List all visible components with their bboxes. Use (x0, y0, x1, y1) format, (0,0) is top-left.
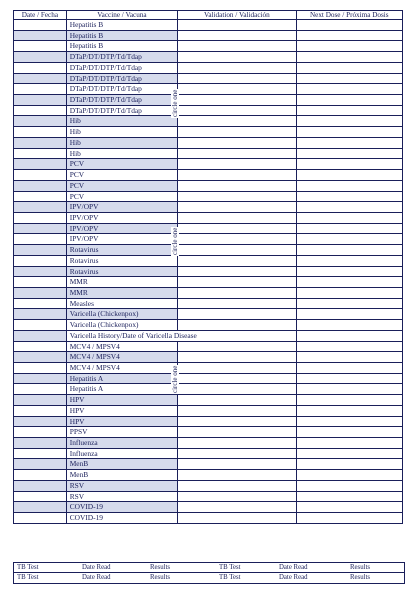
table-row (13, 492, 403, 503)
vaccine-cell: RSV (67, 481, 178, 491)
tb-row (14, 573, 404, 583)
table-row (13, 202, 403, 213)
validation-cell[interactable] (178, 234, 296, 244)
next-dose-cell[interactable] (297, 170, 402, 180)
circle-one-dtap: circle one (171, 89, 179, 117)
tb-date-read-label: Date Read (82, 574, 111, 581)
validation-cell[interactable] (178, 74, 296, 84)
validation-cell[interactable] (178, 427, 296, 437)
date-cell[interactable] (14, 63, 67, 73)
validation-cell[interactable] (178, 395, 296, 405)
next-dose-cell[interactable] (297, 149, 402, 159)
table-row (13, 384, 403, 395)
next-dose-cell[interactable] (297, 213, 402, 223)
date-cell[interactable] (14, 138, 67, 148)
table-row (13, 299, 403, 310)
table-row (13, 417, 403, 428)
validation-cell[interactable] (178, 449, 296, 459)
vaccine-cell: MCV4 / MPSV4 (67, 342, 178, 352)
date-cell[interactable] (14, 288, 67, 298)
vaccine-cell: IPV/OPV (67, 234, 178, 244)
next-dose-cell[interactable] (297, 106, 402, 116)
table-row (13, 427, 403, 438)
vaccine-cell: Influenza (67, 438, 178, 448)
next-dose-cell[interactable] (297, 256, 402, 266)
date-cell[interactable] (14, 149, 67, 159)
next-dose-cell[interactable] (297, 342, 402, 352)
table-row (13, 192, 403, 203)
date-cell[interactable] (14, 427, 67, 437)
validation-cell[interactable] (178, 31, 296, 41)
date-cell[interactable] (14, 84, 67, 94)
date-cell[interactable] (14, 384, 67, 394)
table-row (13, 277, 403, 288)
table-row (13, 502, 403, 513)
table-row (13, 288, 403, 299)
table-row (13, 41, 403, 52)
next-dose-cell[interactable] (297, 481, 402, 491)
date-cell[interactable] (14, 106, 67, 116)
vaccine-cell: Varicella (Chickenpox) (67, 320, 178, 330)
vaccine-cell: MCV4 / MPSV4 (67, 352, 178, 362)
next-dose-cell[interactable] (297, 159, 402, 169)
table-row (13, 224, 403, 235)
date-cell[interactable] (14, 127, 67, 137)
validation-cell[interactable] (178, 502, 296, 512)
next-dose-cell[interactable] (297, 127, 402, 137)
validation-cell[interactable] (178, 192, 296, 202)
tb-test-section (13, 562, 405, 584)
validation-cell[interactable] (178, 470, 296, 480)
date-cell[interactable] (14, 331, 67, 341)
header-validation: Validation / Validación (178, 11, 296, 19)
circle-one-mcv4: circle one (171, 365, 179, 393)
date-cell[interactable] (14, 234, 67, 244)
vaccine-cell: COVID-19 (67, 513, 178, 523)
next-dose-cell[interactable] (297, 202, 402, 212)
vaccine-cell: PCV (67, 159, 178, 169)
circle-one-ipv: circle one (171, 227, 179, 255)
next-dose-cell[interactable] (297, 299, 402, 309)
table-row (13, 20, 403, 31)
next-dose-cell[interactable] (297, 224, 402, 234)
date-cell[interactable] (14, 449, 67, 459)
next-dose-cell[interactable] (297, 245, 402, 255)
date-cell[interactable] (14, 502, 67, 512)
tb-results-label: Results (150, 564, 171, 571)
next-dose-cell[interactable] (297, 138, 402, 148)
tb-date-read-label: Date Read (279, 564, 308, 571)
vaccine-cell: Influenza (67, 449, 178, 459)
vaccine-cell: IPV/OPV (67, 202, 178, 212)
next-dose-cell[interactable] (297, 352, 402, 362)
validation-cell[interactable] (178, 406, 296, 416)
next-dose-cell[interactable] (297, 20, 402, 30)
next-dose-cell[interactable] (297, 406, 402, 416)
tb-results-label: Results (350, 564, 371, 571)
date-cell[interactable] (14, 95, 67, 105)
next-dose-cell[interactable] (297, 470, 402, 480)
vaccine-cell: MenB (67, 470, 178, 480)
validation-cell[interactable] (178, 63, 296, 73)
date-cell[interactable] (14, 52, 67, 62)
table-row (13, 256, 403, 267)
validation-cell[interactable] (178, 213, 296, 223)
date-cell[interactable] (14, 374, 67, 384)
table-row (13, 245, 403, 256)
tb-results-label: Results (150, 574, 171, 581)
vaccine-cell: Varicella (Chickenpox) (67, 309, 178, 319)
validation-cell[interactable] (178, 363, 296, 373)
next-dose-cell[interactable] (297, 116, 402, 126)
next-dose-cell[interactable] (297, 192, 402, 202)
next-dose-cell[interactable] (297, 459, 402, 469)
next-dose-cell[interactable] (297, 74, 402, 84)
vaccine-cell: DTaP/DT/DTP/Td/Tdap (67, 52, 178, 62)
next-dose-cell[interactable] (297, 492, 402, 502)
next-dose-cell[interactable] (297, 277, 402, 287)
date-cell[interactable] (14, 459, 67, 469)
table-row (13, 309, 403, 320)
validation-cell[interactable] (178, 116, 296, 126)
validation-cell[interactable] (178, 106, 296, 116)
next-dose-cell[interactable] (297, 234, 402, 244)
date-cell[interactable] (14, 363, 67, 373)
tb-date-read-label: Date Read (279, 574, 308, 581)
date-cell[interactable] (14, 492, 67, 502)
vaccine-cell: Varicella History/Date of Varicella Disease (67, 331, 297, 341)
validation-cell[interactable] (178, 181, 296, 191)
vaccine-cell: Hib (67, 116, 178, 126)
validation-cell[interactable] (178, 159, 296, 169)
validation-cell[interactable] (178, 95, 296, 105)
date-cell[interactable] (14, 352, 67, 362)
table-row (13, 406, 403, 417)
vaccine-cell: Hib (67, 149, 178, 159)
table-row (13, 470, 403, 481)
table-body (13, 20, 403, 524)
validation-cell[interactable] (178, 224, 296, 234)
date-cell[interactable] (14, 245, 67, 255)
date-cell[interactable] (14, 267, 67, 277)
next-dose-cell[interactable] (297, 417, 402, 427)
table-row (13, 63, 403, 74)
table-row (13, 459, 403, 470)
vaccine-cell: Rotavirus (67, 245, 178, 255)
table-row (13, 95, 403, 106)
next-dose-cell[interactable] (297, 438, 402, 448)
table-row (13, 213, 403, 224)
validation-cell[interactable] (178, 438, 296, 448)
next-dose-cell[interactable] (297, 320, 402, 330)
date-cell[interactable] (14, 256, 67, 266)
table-row (13, 395, 403, 406)
date-cell[interactable] (14, 181, 67, 191)
validation-cell[interactable] (178, 513, 296, 523)
validation-cell[interactable] (178, 309, 296, 319)
validation-cell[interactable] (178, 267, 296, 277)
vaccine-cell: PCV (67, 181, 178, 191)
next-dose-cell[interactable] (297, 63, 402, 73)
vaccine-cell: DTaP/DT/DTP/Td/Tdap (67, 74, 178, 84)
date-cell[interactable] (14, 224, 67, 234)
vaccine-cell: DTaP/DT/DTP/Td/Tdap (67, 84, 178, 94)
tb-test-label: TB Test (17, 564, 39, 571)
table-row (13, 438, 403, 449)
validation-cell[interactable] (178, 342, 296, 352)
validation-cell[interactable] (178, 492, 296, 502)
vaccine-cell: RSV (67, 492, 178, 502)
date-cell[interactable] (14, 481, 67, 491)
table-row (13, 31, 403, 42)
table-row (13, 234, 403, 245)
validation-cell[interactable] (178, 256, 296, 266)
header-next-dose: Next Dose / Próxima Dosis (309, 11, 389, 19)
next-dose-cell[interactable] (297, 449, 402, 459)
date-cell[interactable] (14, 299, 67, 309)
table-row (13, 84, 403, 95)
next-dose-cell[interactable] (297, 181, 402, 191)
vaccine-cell: PPSV (67, 427, 178, 437)
table-row (13, 170, 403, 181)
vaccine-cell: Hib (67, 138, 178, 148)
next-dose-cell[interactable] (297, 267, 402, 277)
table-row (13, 331, 403, 342)
table-row (13, 449, 403, 460)
tb-row (14, 563, 404, 573)
date-cell[interactable] (14, 192, 67, 202)
date-cell[interactable] (14, 41, 67, 51)
table-row (13, 149, 403, 160)
vaccine-cell: Hepatitis B (67, 20, 178, 30)
validation-cell[interactable] (178, 127, 296, 137)
next-dose-cell[interactable] (297, 513, 402, 523)
table-row (13, 127, 403, 138)
vaccine-cell: DTaP/DT/DTP/Td/Tdap (67, 95, 178, 105)
vaccine-cell: PCV (67, 170, 178, 180)
table-row (13, 74, 403, 85)
date-cell[interactable] (14, 438, 67, 448)
table-row (13, 106, 403, 117)
vaccine-cell: IPV/OPV (67, 213, 178, 223)
validation-cell[interactable] (178, 170, 296, 180)
table-row (13, 52, 403, 63)
vaccine-cell: COVID-19 (67, 502, 178, 512)
date-cell[interactable] (14, 213, 67, 223)
vaccine-cell: Hepatitis B (67, 41, 178, 51)
validation-cell[interactable] (178, 84, 296, 94)
next-dose-cell[interactable] (297, 95, 402, 105)
table-row (13, 116, 403, 127)
date-cell[interactable] (14, 170, 67, 180)
date-cell[interactable] (14, 406, 67, 416)
next-dose-cell[interactable] (297, 31, 402, 41)
next-dose-cell[interactable] (297, 395, 402, 405)
next-dose-cell[interactable] (297, 41, 402, 51)
validation-cell[interactable] (178, 149, 296, 159)
vaccine-cell: HPV (67, 417, 178, 427)
date-cell[interactable] (14, 202, 67, 212)
next-dose-cell[interactable] (297, 84, 402, 94)
validation-cell[interactable] (178, 52, 296, 62)
tb-test-label: TB Test (17, 574, 39, 581)
next-dose-cell[interactable] (297, 427, 402, 437)
validation-cell[interactable] (178, 41, 296, 51)
validation-cell[interactable] (178, 277, 296, 287)
validation-cell[interactable] (178, 481, 296, 491)
tb-results-label: Results (350, 574, 371, 581)
date-cell[interactable] (14, 116, 67, 126)
vaccine-cell: MCV4 / MPSV4 (67, 363, 178, 373)
vaccine-cell: MMR (67, 288, 178, 298)
next-dose-cell[interactable] (297, 309, 402, 319)
validation-cell[interactable] (178, 299, 296, 309)
table-row (13, 481, 403, 492)
table-row (13, 363, 403, 374)
tb-test-label: TB Test (219, 574, 241, 581)
vaccine-cell: PCV (67, 192, 178, 202)
validation-cell[interactable] (178, 374, 296, 384)
validation-cell[interactable] (178, 20, 296, 30)
next-dose-cell[interactable] (297, 502, 402, 512)
vaccine-cell: Hepatitis A (67, 374, 178, 384)
next-dose-cell[interactable] (297, 331, 402, 341)
date-cell[interactable] (14, 470, 67, 480)
table-row (13, 320, 403, 331)
vaccine-cell: Hepatitis B (67, 31, 178, 41)
table-row (13, 342, 403, 353)
vaccine-cell: Measles (67, 299, 178, 309)
vaccine-cell: DTaP/DT/DTP/Td/Tdap (67, 63, 178, 73)
immunization-record-table (13, 10, 403, 524)
date-cell[interactable] (14, 277, 67, 287)
vaccine-cell: DTaP/DT/DTP/Td/Tdap (67, 106, 178, 116)
table-row (13, 352, 403, 363)
date-cell[interactable] (14, 31, 67, 41)
vaccine-cell: Hepatitis A (67, 384, 178, 394)
next-dose-cell[interactable] (297, 384, 402, 394)
table-row (13, 138, 403, 149)
vaccine-cell: MMR (67, 277, 178, 287)
vaccine-cell: HPV (67, 406, 178, 416)
validation-cell[interactable] (178, 352, 296, 362)
tb-test-label: TB Test (219, 564, 241, 571)
date-cell[interactable] (14, 159, 67, 169)
date-cell[interactable] (14, 320, 67, 330)
validation-cell[interactable] (178, 202, 296, 212)
vaccine-cell: HPV (67, 395, 178, 405)
table-row (13, 181, 403, 192)
date-cell[interactable] (14, 417, 67, 427)
date-cell[interactable] (14, 342, 67, 352)
vaccine-cell: Hib (67, 127, 178, 137)
date-cell[interactable] (14, 74, 67, 84)
validation-cell[interactable] (178, 459, 296, 469)
vaccine-cell: MenB (67, 459, 178, 469)
header-date: Date / Fecha (14, 11, 67, 19)
next-dose-cell[interactable] (297, 363, 402, 373)
next-dose-cell[interactable] (297, 52, 402, 62)
date-cell[interactable] (14, 20, 67, 30)
table-header (13, 10, 403, 20)
next-dose-cell[interactable] (297, 374, 402, 384)
table-row (13, 513, 403, 524)
table-row (13, 267, 403, 278)
validation-cell[interactable] (178, 288, 296, 298)
date-cell[interactable] (14, 513, 67, 523)
tb-date-read-label: Date Read (82, 564, 111, 571)
validation-cell[interactable] (178, 417, 296, 427)
date-cell[interactable] (14, 309, 67, 319)
validation-cell[interactable] (178, 245, 296, 255)
validation-cell[interactable] (178, 138, 296, 148)
vaccine-cell: IPV/OPV (67, 224, 178, 234)
validation-cell[interactable] (178, 320, 296, 330)
header-vaccine: Vaccine / Vacuna (67, 11, 178, 19)
date-cell[interactable] (14, 395, 67, 405)
table-row (13, 159, 403, 170)
table-row (13, 374, 403, 385)
vaccine-cell: Rotavirus (67, 256, 178, 266)
validation-cell[interactable] (178, 384, 296, 394)
vaccine-cell: Rotavirus (67, 267, 178, 277)
next-dose-cell[interactable] (297, 288, 402, 298)
